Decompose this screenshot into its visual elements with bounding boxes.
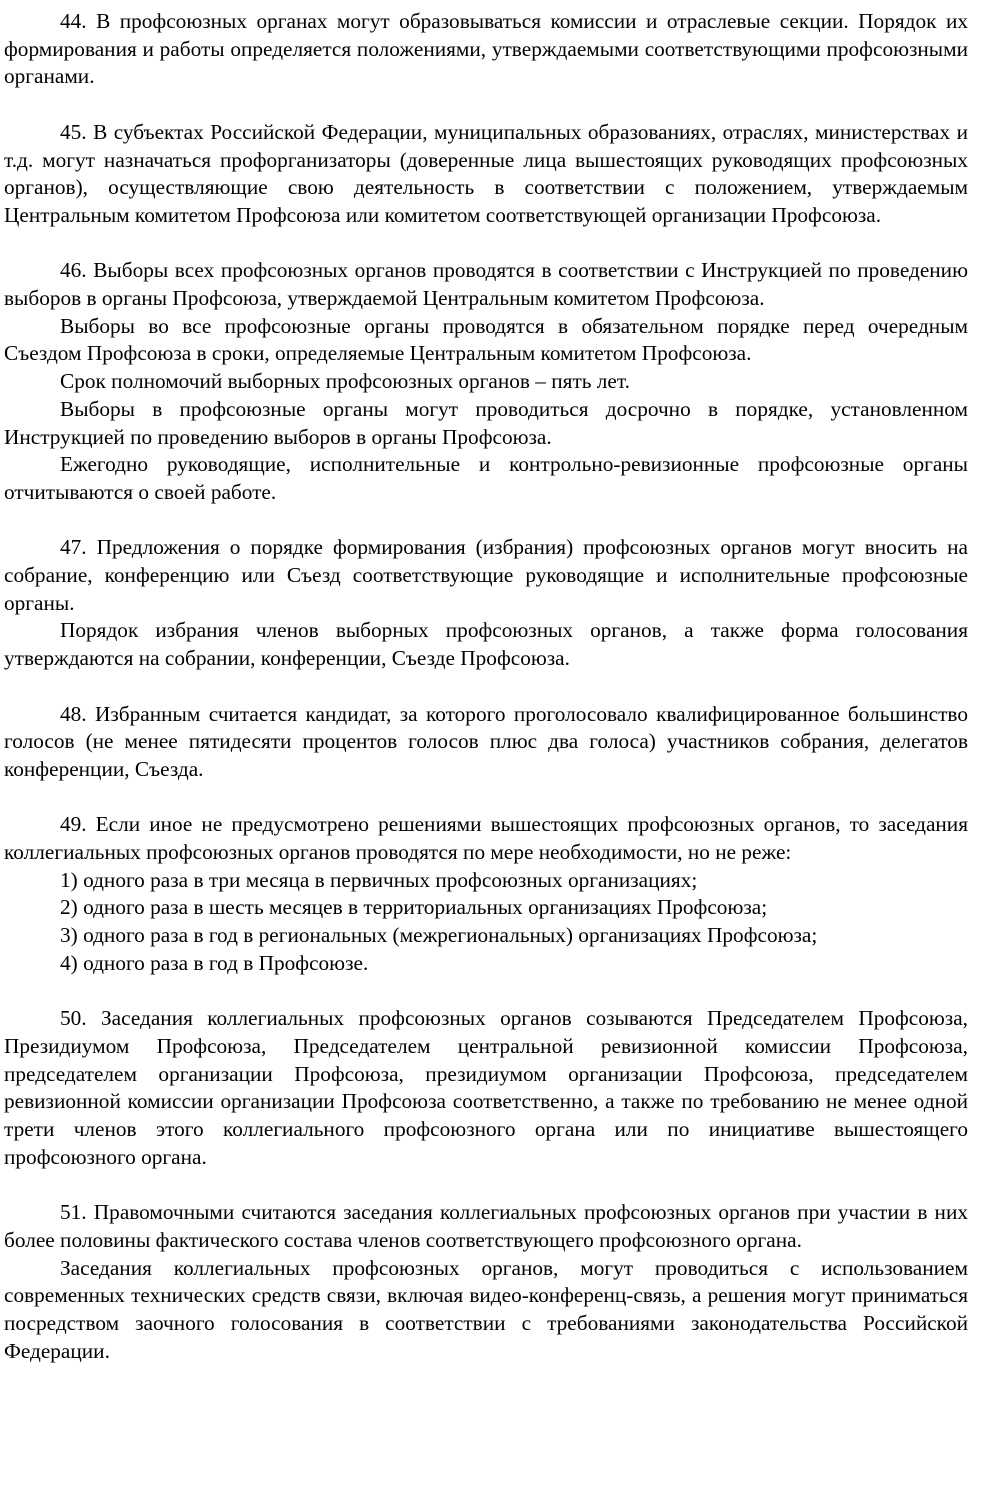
list-item: 1) одного раза в три месяца в первичных профсоюзных организациях; [60,867,698,892]
paragraph: 44. В профсоюзных органах могут образовываться комиссии и отраслевые секции. Порядок их формирования и работы определяется положениями, утверждаемыми соответствующими профсоюзными органами. [4,9,968,89]
section-50 [4,1005,968,1171]
paragraph: Порядок избрания членов выборных профсоюзных органов, а также форма голосования утверждаются на собрании, конференции, Съезде Профсоюза. [4,618,968,671]
section-45 [4,119,968,230]
paragraph: Выборы в профсоюзные органы могут проводиться досрочно в порядке, установленном Инструкцией по проведению выборов в органы Профсоюза. [4,396,968,449]
section-44 [4,8,968,91]
paragraph: Выборы во все профсоюзные органы проводятся в обязательном порядке перед очередным Съездом Профсоюза в сроки, определяемые Центральным комитетом Профсоюза. [4,313,968,366]
paragraph: 48. Избранным считается кандидат, за которого проголосовало квалифицированное большинство голосов (не менее пятидесяти процентов голосов плюс два голоса) участников собрания, делегатов конференции, Съезда. [4,701,968,781]
list-item: 3) одного раза в год в региональных (межрегиональных) организациях Профсоюза; [60,923,818,948]
paragraph: 50. Заседания коллегиальных профсоюзных органов созываются Председателем Профсоюза, Президиумом Профсоюза, Председателем центральной ревизионной комиссии Профсоюза, председателем организации Профсоюза, президиумом организации Профсоюза, председателем ревизионной комиссии организации Профсоюза соответственно, а также по требованию не менее одной трети членов этого коллегиального профсоюзного органа или по инициативе вышестоящего профсоюзного органа. [4,1006,968,1169]
document-page [4,8,968,1393]
section-48 [4,701,968,784]
paragraph: 49. Если иное не предусмотрено решениями вышестоящих профсоюзных органов, то заседания коллегиальных профсоюзных органов проводятся по мере необходимости, но не реже: [4,812,968,865]
paragraph: Заседания коллегиальных профсоюзных органов, могут проводиться с использованием современных технических средств связи, включая видео-конференц-связь, а решения могут приниматься посредством заочного голосования в соответствии с требованиями законодательства Российской Федерации. [4,1255,968,1363]
paragraph: Срок полномочий выборных профсоюзных органов – пять лет. [60,369,630,394]
section-47 [4,534,968,673]
section-49 [4,811,968,977]
section-46 [4,257,968,506]
paragraph: Ежегодно руководящие, исполнительные и контрольно-ревизионные профсоюзные органы отчитываются о своей работе. [4,452,968,504]
paragraph: 46. Выборы всех профсоюзных органов проводятся в соответствии с Инструкцией по проведению выборов в органы Профсоюза, утверждаемой Центральным комитетом Профсоюза. [4,258,968,310]
section-51 [4,1199,968,1365]
paragraph: 47. Предложения о порядке формирования (избрания) профсоюзных органов могут вносить на собрание, конференцию или Съезд соответствующие руководящие и исполнительные профсоюзные органы. [4,535,968,615]
list-item: 2) одного раза в шесть месяцев в территориальных организациях Профсоюза; [60,895,768,920]
paragraph: 45. В субъектах Российской Федерации, муниципальных образованиях, отраслях, министерствах и т.д. могут назначаться профорганизаторы (доверенные лица вышестоящих руководящих профсоюзных органов), осуществляющие свою деятельность в соответствии с положением, утверждаемым Центральным комитетом Профсоюза или комитетом соответствующей организации Профсоюза. [4,119,968,227]
paragraph: 51. Правомочными считаются заседания коллегиальных профсоюзных органов при участии в них более половины фактического состава членов соответствующего профсоюзного органа. [4,1200,968,1252]
list-item: 4) одного раза в год в Профсоюзе. [60,950,369,975]
